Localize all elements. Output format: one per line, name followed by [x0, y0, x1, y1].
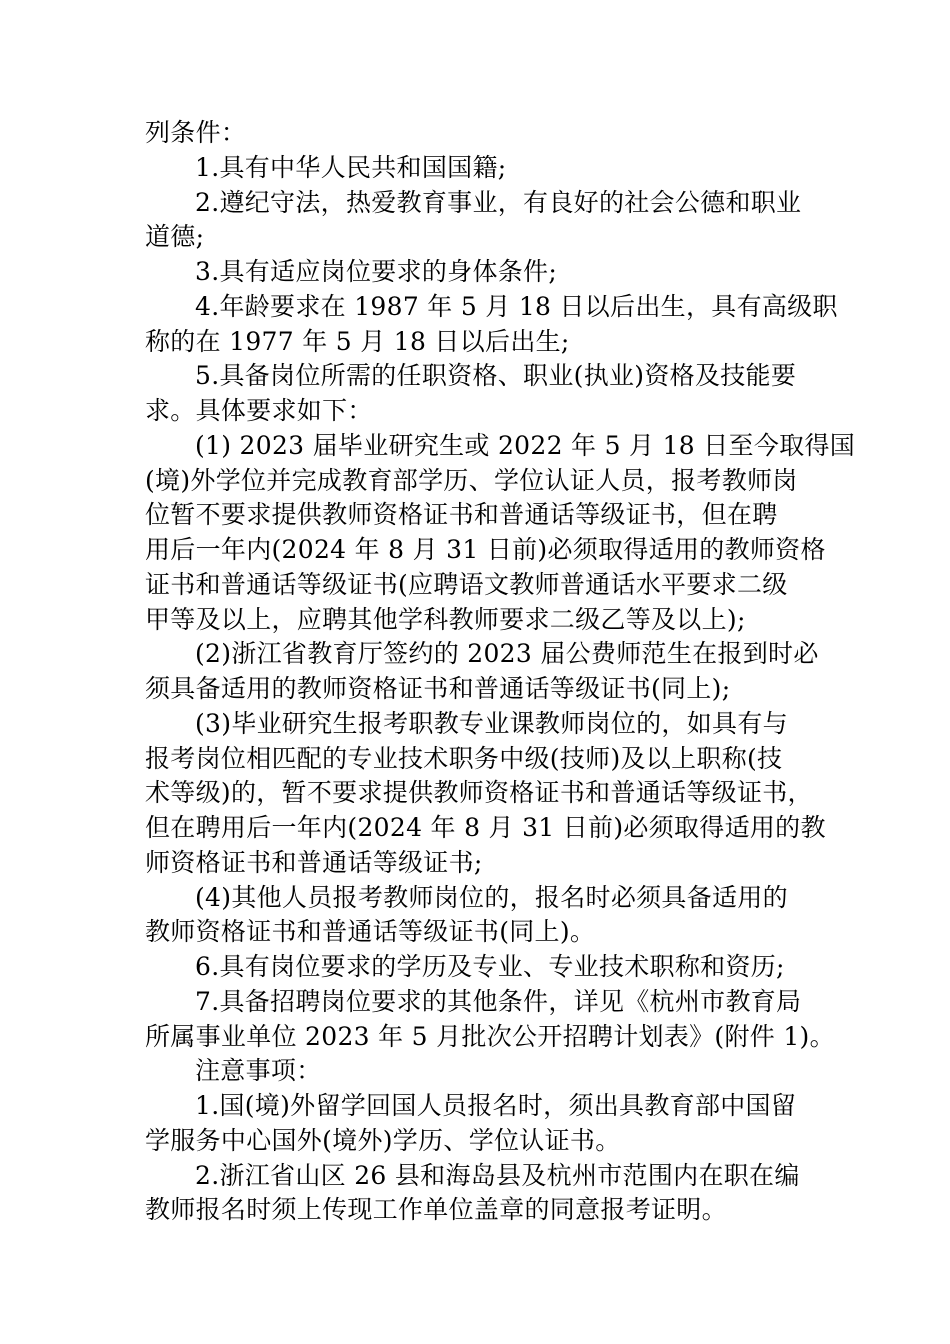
text-line: 列条件： [145, 118, 247, 147]
text-line: 但在聘用后一年内(2024 年 8 月 31 日前)必须取得适用的教 [145, 813, 826, 842]
text-line: (3)毕业研究生报考职教专业课教师岗位的，如具有与 [195, 708, 788, 738]
text-line: (4)其他人员报考教师岗位的，报名时必须具备适用的 [195, 882, 788, 912]
text-line: 位暂不要求提供教师资格证书和普通话等级证书，但在聘 [145, 500, 778, 530]
section-heading: 注意事项： [195, 1056, 322, 1086]
text-line: 用后一年内(2024 年 8 月 31 日前)必须取得适用的教师资格 [145, 535, 826, 564]
text-line: 7.具备招聘岗位要求的其他条件，详见《杭州市教育局 [195, 986, 802, 1016]
text-line: 称的在 1977 年 5 月 18 日以后出生; [145, 326, 570, 356]
text-line: (1) 2023 届毕业研究生或 2022 年 5 月 18 日至今取得国 [195, 430, 856, 460]
text-line: 术等级)的，暂不要求提供教师资格证书和普通话等级证书， [145, 778, 813, 808]
text-line: 教师报名时须上传现工作单位盖章的同意报考证明。 [145, 1195, 727, 1225]
text-line: 3.具有适应岗位要求的身体条件; [195, 257, 558, 286]
text-line: 学服务中心国外(境外)学历、学位认证书。 [145, 1125, 621, 1155]
text-line: 4.年龄要求在 1987 年 5 月 18 日以后出生，具有高级职 [195, 291, 838, 321]
text-line: 所属事业单位 2023 年 5 月批次公开招聘计划表》(附件 1)。 [145, 1021, 835, 1051]
text-line: 6.具有岗位要求的学历及专业、专业技术职称和资历; [195, 952, 785, 981]
text-line: 教师资格证书和普通话等级证书(同上)。 [145, 917, 596, 947]
text-line: 甲等及以上，应聘其他学科教师要求二级乙等及以上); [145, 604, 746, 634]
document-page [145, 116, 856, 1228]
text-line: 1.具有中华人民共和国国籍; [195, 152, 507, 182]
text-line: 报考岗位相匹配的专业技术职务中级(技师)及以上职称(技 [145, 743, 783, 773]
text-line: 师资格证书和普通话等级证书; [145, 847, 483, 877]
text-line: 证书和普通话等级证书(应聘语文教师普通话水平要求二级 [145, 569, 788, 599]
text-line: 1.国(境)外留学回国人员报名时，须出具教育部中国留 [195, 1091, 797, 1120]
text-line: 道德; [145, 222, 205, 252]
text-line: 2.遵纪守法，热爱教育事业，有良好的社会公德和职业 [195, 187, 802, 217]
text-line: 5.具备岗位所需的任职资格、职业(执业)资格及技能要 [195, 361, 797, 391]
text-line: 须具备适用的教师资格证书和普通话等级证书(同上); [145, 674, 731, 703]
text-line: (2)浙江省教育厅签约的 2023 届公费师范生在报到时必 [195, 639, 819, 669]
text-line: 2.浙江省山区 26 县和海岛县及杭州市范围内在职在编 [195, 1160, 800, 1190]
text-line: 求。具体要求如下： [145, 396, 373, 425]
text-line: (境)外学位并完成教育部学历、学位认证人员，报考教师岗 [145, 465, 798, 495]
